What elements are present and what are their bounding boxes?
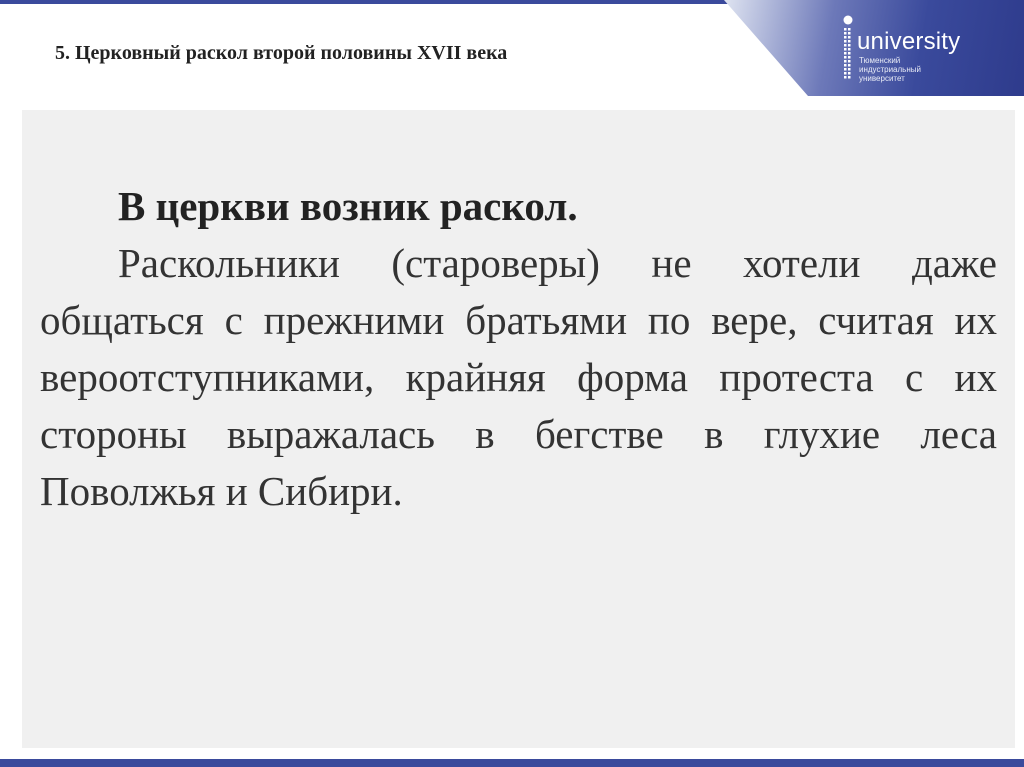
university-logo-mark-icon [836, 14, 858, 84]
logo-subtitle-line: индустриальный [859, 65, 921, 74]
slide-title: 5. Церковный раскол второй половины XVII века [55, 42, 508, 64]
logo-subtitle-line: университет [859, 74, 905, 83]
logo-wordmark: university [857, 28, 961, 55]
bottom-accent-strip [0, 759, 1024, 767]
slide-text [40, 178, 997, 520]
body-paragraph: Раскольники (староверы) не хотели даже общаться с прежними братьями по вере, считая их вероотступниками, крайняя форма протеста с их стороны выражалась в бегстве в глухие леса Поволжья и Сибири. [40, 240, 997, 514]
logo-subtitle [859, 56, 939, 83]
lead-sentence: В церкви возник раскол. [118, 183, 578, 229]
logo-subtitle-line: Тюменский [859, 56, 901, 65]
university-logo [836, 14, 1016, 88]
